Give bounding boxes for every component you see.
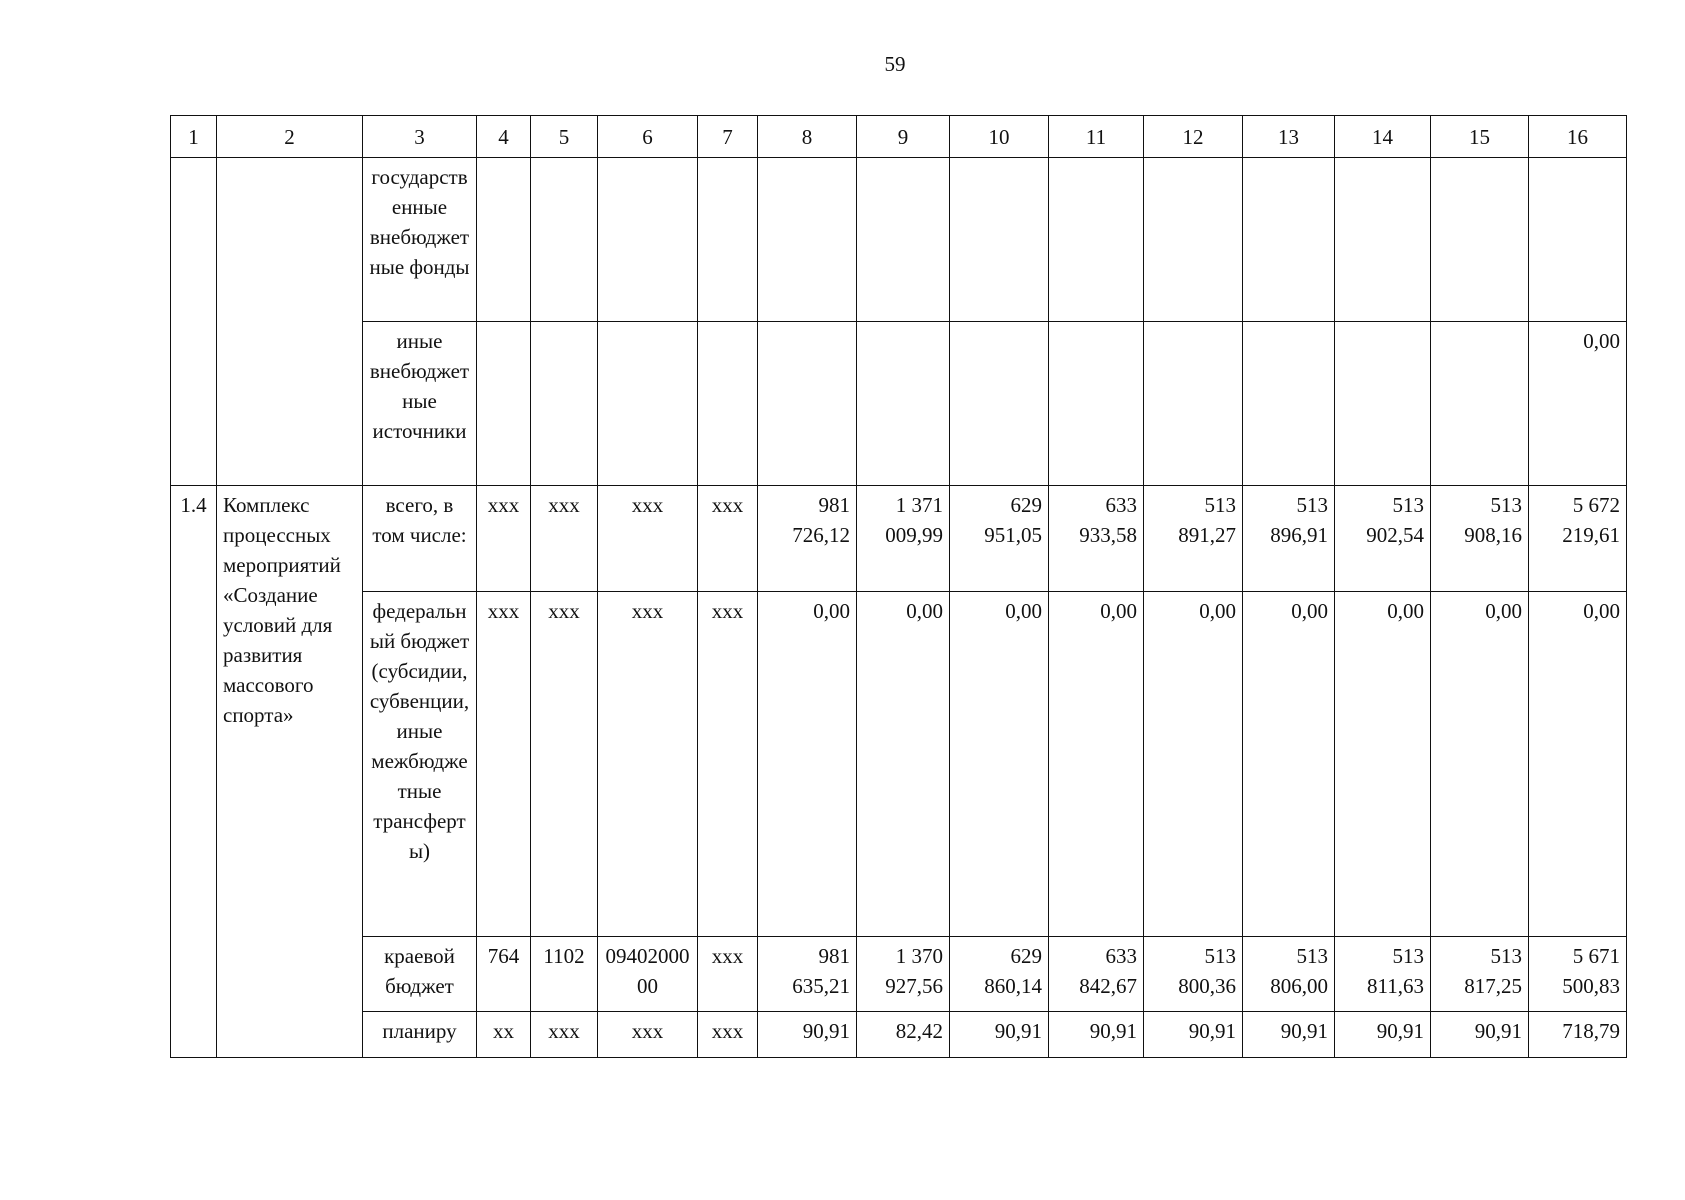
column-header: 13 <box>1243 116 1335 158</box>
amount-cell <box>857 158 950 322</box>
item-number-cell: 1.4 <box>171 486 217 1058</box>
code-cell: ххх <box>598 486 698 592</box>
empty-cell <box>531 322 598 486</box>
empty-cell <box>598 158 698 322</box>
amount-cell: 513 806,00 <box>1243 937 1335 1012</box>
column-header: 11 <box>1049 116 1144 158</box>
amount-cell: 0,00 <box>1335 592 1431 937</box>
amount-cell: 90,91 <box>1144 1012 1243 1058</box>
amount-cell: 0,00 <box>1529 322 1627 486</box>
code-cell: ххх <box>477 486 531 592</box>
code-cell: ххх <box>531 486 598 592</box>
column-header: 4 <box>477 116 531 158</box>
empty-cell <box>477 322 531 486</box>
amount-cell: 90,91 <box>1431 1012 1529 1058</box>
funding-source-cell: федеральный бюджет (субсидии, субвенции, иные межбюджетные трансферты) <box>363 592 477 937</box>
amount-cell: 629 860,14 <box>950 937 1049 1012</box>
column-header: 8 <box>758 116 857 158</box>
amount-cell: 981 635,21 <box>758 937 857 1012</box>
column-header: 6 <box>598 116 698 158</box>
amount-cell <box>1049 322 1144 486</box>
amount-cell: 5 671 500,83 <box>1529 937 1627 1012</box>
column-header: 1 <box>171 116 217 158</box>
code-cell: ххх <box>698 937 758 1012</box>
amount-cell: 633 933,58 <box>1049 486 1144 592</box>
budget-table <box>170 115 1627 1058</box>
item-name-cell: Комплекс процессных мероприятий «Создание условий для развития массового спорта» <box>217 486 363 1058</box>
amount-cell: 1 371 009,99 <box>857 486 950 592</box>
amount-cell: 90,91 <box>1335 1012 1431 1058</box>
amount-cell: 0,00 <box>857 592 950 937</box>
amount-cell: 633 842,67 <box>1049 937 1144 1012</box>
amount-cell <box>1431 158 1529 322</box>
page-number: 59 <box>884 52 906 76</box>
amount-cell: 0,00 <box>1431 592 1529 937</box>
amount-cell: 90,91 <box>950 1012 1049 1058</box>
column-header: 2 <box>217 116 363 158</box>
column-header: 3 <box>363 116 477 158</box>
amount-cell <box>1431 322 1529 486</box>
column-header: 14 <box>1335 116 1431 158</box>
funding-source-cell: иные внебюджетные источники <box>363 322 477 486</box>
code-cell: ххх <box>698 486 758 592</box>
amount-cell: 513 800,36 <box>1144 937 1243 1012</box>
code-cell: ххх <box>531 592 598 937</box>
code-cell: 764 <box>477 937 531 1012</box>
amount-cell: 82,42 <box>857 1012 950 1058</box>
amount-cell: 513 908,16 <box>1431 486 1529 592</box>
amount-cell <box>1049 158 1144 322</box>
amount-cell <box>758 158 857 322</box>
amount-cell <box>758 322 857 486</box>
table-row <box>171 1012 1627 1058</box>
amount-cell <box>950 322 1049 486</box>
amount-cell <box>1144 322 1243 486</box>
code-cell: ххх <box>698 592 758 937</box>
amount-cell: 513 902,54 <box>1335 486 1431 592</box>
column-header: 10 <box>950 116 1049 158</box>
table-row <box>171 937 1627 1012</box>
code-cell: ххх <box>698 1012 758 1058</box>
amount-cell: 0,00 <box>758 592 857 937</box>
table-row <box>171 592 1627 937</box>
table-row <box>171 486 1627 592</box>
amount-cell <box>1243 158 1335 322</box>
amount-cell: 718,79 <box>1529 1012 1627 1058</box>
amount-cell: 981 726,12 <box>758 486 857 592</box>
amount-cell <box>950 158 1049 322</box>
amount-cell: 90,91 <box>1049 1012 1144 1058</box>
empty-cell <box>698 322 758 486</box>
amount-cell: 90,91 <box>758 1012 857 1058</box>
code-cell: хх <box>477 1012 531 1058</box>
amount-cell <box>1335 158 1431 322</box>
amount-cell: 513 811,63 <box>1335 937 1431 1012</box>
code-cell: ххх <box>598 1012 698 1058</box>
code-cell: 0940200000 <box>598 937 698 1012</box>
column-header: 9 <box>857 116 950 158</box>
amount-cell <box>1335 322 1431 486</box>
column-header: 12 <box>1144 116 1243 158</box>
amount-cell <box>1144 158 1243 322</box>
code-cell: ххх <box>477 592 531 937</box>
column-header: 7 <box>698 116 758 158</box>
funding-source-cell: всего, в том числе: <box>363 486 477 592</box>
funding-source-cell: планиру <box>363 1012 477 1058</box>
amount-cell: 5 672 219,61 <box>1529 486 1627 592</box>
amount-cell <box>1243 322 1335 486</box>
empty-cell <box>598 322 698 486</box>
empty-cell <box>531 158 598 322</box>
amount-cell: 0,00 <box>1144 592 1243 937</box>
amount-cell: 513 817,25 <box>1431 937 1529 1012</box>
amount-cell: 0,00 <box>950 592 1049 937</box>
amount-cell: 90,91 <box>1243 1012 1335 1058</box>
amount-cell <box>857 322 950 486</box>
funding-source-cell: краевой бюджет <box>363 937 477 1012</box>
table-row <box>171 158 1627 322</box>
amount-cell: 0,00 <box>1529 592 1627 937</box>
table-row <box>171 322 1627 486</box>
amount-cell: 0,00 <box>1243 592 1335 937</box>
empty-cell <box>217 158 363 486</box>
empty-cell <box>477 158 531 322</box>
amount-cell: 1 370 927,56 <box>857 937 950 1012</box>
column-header: 15 <box>1431 116 1529 158</box>
code-cell: ххх <box>531 1012 598 1058</box>
amount-cell: 0,00 <box>1049 592 1144 937</box>
amount-cell: 513 896,91 <box>1243 486 1335 592</box>
amount-cell: 513 891,27 <box>1144 486 1243 592</box>
code-cell: 1102 <box>531 937 598 1012</box>
code-cell: ххх <box>598 592 698 937</box>
empty-cell <box>698 158 758 322</box>
amount-cell <box>1529 158 1627 322</box>
column-header: 5 <box>531 116 598 158</box>
column-header: 16 <box>1529 116 1627 158</box>
header-row <box>171 116 1627 158</box>
empty-cell <box>171 158 217 486</box>
funding-source-cell: государственные внебюджетные фонды <box>363 158 477 322</box>
amount-cell: 629 951,05 <box>950 486 1049 592</box>
